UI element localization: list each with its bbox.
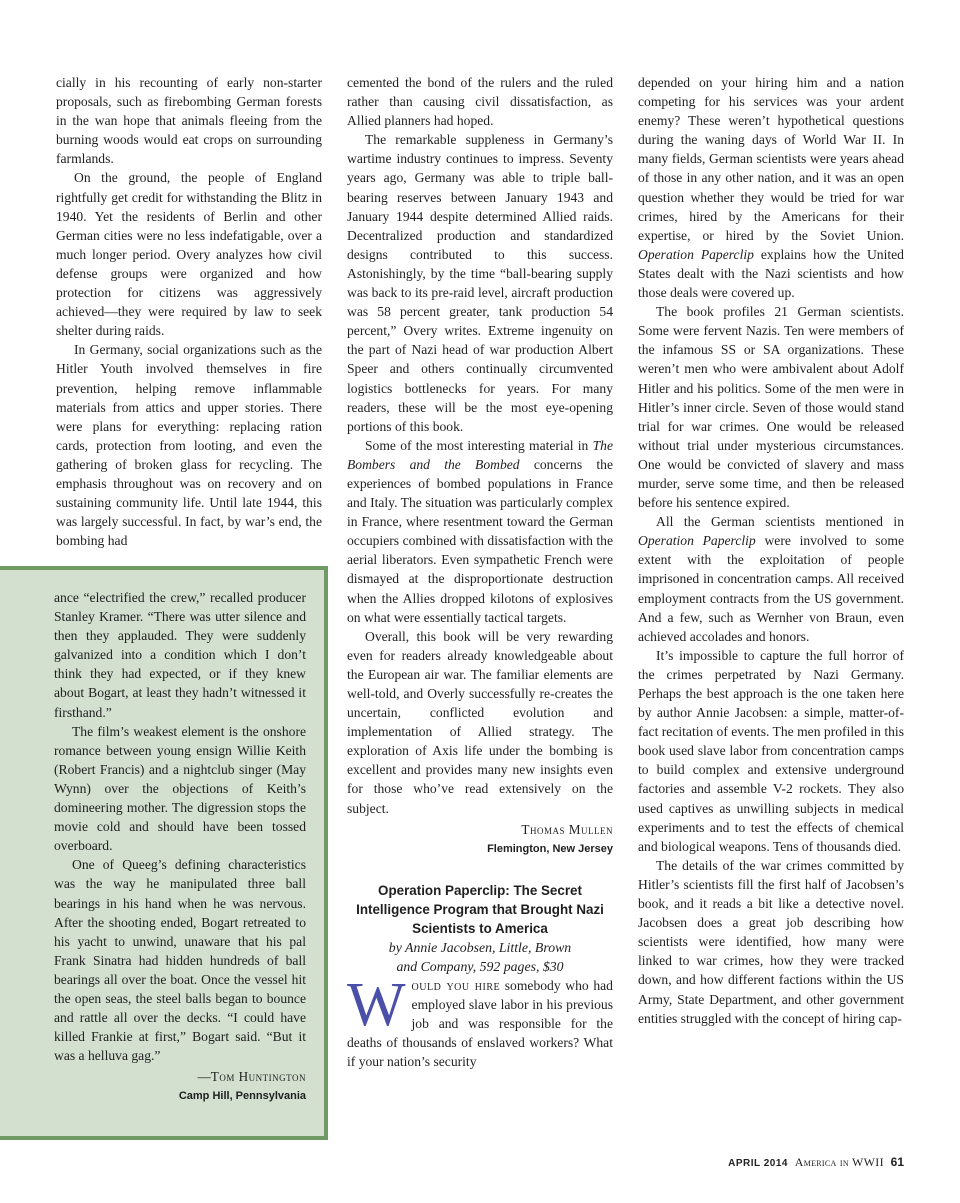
magazine-name: America in WWII xyxy=(794,1155,884,1169)
paragraph: depended on your hiring him and a nation competing for his services was your ardent enemy? These weren’t hypothetical questions during the waning days of World War II. In many fields, German scientists were years ahead of those in any other nation, and it was an open question whether they would be tried for war crimes, hired by the Americans for their expertise, or hired by the Soviet Union. Operation Paperclip explains how the United States dealt with the Nazi scientists and how those deals were covered up. xyxy=(638,75,904,301)
paragraph: One of Queeg’s defining characteristics was the way he manipulated three ball bearings in his hand when he was nervous. After the shooting ended, Bogart retreated to his yacht to unwind, unaware that his pal Frank Sinatra had hidden hundreds of ball bearings all over the boat. Once the vessel hit the open seas, the steel balls began to bounce and rattle all over the decks. “I could have killed Frankie at first,” Bogart said. “But it was a helluva gag.” xyxy=(54,857,306,1064)
reviewer-location: Camp Hill, Pennsylvania xyxy=(178,1090,306,1103)
article-column-1 xyxy=(56,73,322,550)
article-column-2 xyxy=(347,73,613,1071)
paragraph: On the ground, the people of England rightfully get credit for withstanding the Blitz in 1940. Yet the residents of Berlin and other German cities were no less indefatigable, over a much longer period. Overy analyzes how civil defense groups were organized and how protection for citizens was aggressively achieved—they were required by law to seek shelter during raids. xyxy=(56,170,322,339)
paragraph: In Germany, social organizations such as the Hitler Youth involved themselves in fire prevention, helping remove inflammable materials from attics and upper stories. There were plans for everything: replacing ration cards, protection from looting, and even the gathering of broken glass for recycling. The emphasis throughout was on recovery and on sustaining community life. Until late 1944, this was largely successful. In fact, by war’s end, the bombing had xyxy=(56,342,322,549)
paragraph: The details of the war crimes committed by Hitler’s scientists fill the first half of Jacobsen’s book, and it reads a bit like a detective novel. Jacobsen does a great job describing how scientists were identified, how many were linked to war crimes, how they were tracked down, and how different factions within the US Army, State Department, and other government entities struggled with the concept of hiring cap- xyxy=(638,857,904,1026)
issue-date: APRIL 2014 xyxy=(728,1158,788,1169)
drop-cap: W xyxy=(347,970,406,1039)
paragraph: Some of the most interesting material in The Bombers and the Bombed concerns the experiences of bombed populations in France and Italy. The situation was particularly complex in France, where resentment toward the German occupiers combined with dissatisfaction with the aerial liberators. Even sympathetic French were dismayed at the disproportionate destruction when the Allies dropped kilotons of explosives on what were essentially tactical targets. xyxy=(347,437,613,625)
page-number: 61 xyxy=(890,1155,904,1169)
book-review-title: Operation Paperclip: The Secret Intelligence Program that Brought Nazi Scientists to America xyxy=(356,882,604,936)
book-info: by Annie Jacobsen, Little, Brown and Company, 592 pages, $30 xyxy=(388,939,572,974)
paragraph: The remarkable suppleness in Germany’s wartime industry continues to impress. Seventy years ago, Germany was able to triple ball-bearing reserves between January 1943 and January 1944 despite determined Allied raids. Decentralized production and standardized designs contributed to this success. Astonishingly, by the time “ball-bearing supply was back to its pre-raid level, aircraft production was 58 percent greater, tank production 54 percent,” Overy writes. Extreme ingenuity on the part of Nazi head of war production Albert Speer and others continually circumvented logistics bottlenecks for years. For many readers, these will be the most eye-opening portions of this book. xyxy=(347,132,613,434)
book-title-ref: Operation Paperclip xyxy=(638,246,754,262)
reviewer-byline: —Tom Huntington xyxy=(197,1069,306,1085)
paragraph: cially in his recounting of early non-starter proposals, such as firebombing German forests in the wan hope that animals fleeing from the burning woods would eat crops on surrounding farmlands. xyxy=(56,75,322,167)
book-title-ref: Operation Paperclip xyxy=(638,533,756,549)
reviewer-location: Flemington, New Jersey xyxy=(487,842,613,855)
reviewer-byline xyxy=(347,820,613,839)
reviewer-name: Tom Huntington xyxy=(210,1069,306,1085)
paragraph: The film’s weakest element is the onshore romance between young ensign Willie Keith (Robert Francis) and a nightclub singer (May Wynn) over the objections of Keith’s domineering mother. The digression stops the movie cold and should have been tossed overboard. xyxy=(54,723,306,854)
paragraph: The book profiles 21 German scientists. Some were fervent Nazis. Ten were members of the infamous SS or SA organizations. These weren’t men who were ambivalent about Adolf Hitler and his politics. Some of the men were in Hitler’s inner circle. Seven of those would stand trial for war crimes. One would be released without trial under mysterious circumstances. One would be convicted of slavery and mass murder, serve some time, and then be released before his sentence expired. xyxy=(638,304,904,511)
article-column-3 xyxy=(638,73,904,1028)
book-title-ref: The Bombers and the Bombed xyxy=(347,437,613,472)
sidebar-review xyxy=(54,588,306,1107)
page-footer xyxy=(728,1155,904,1170)
reviewer-name: Thomas Mullen xyxy=(521,821,613,837)
paragraph: cemented the bond of the rulers and the ruled rather than causing civil dissatisfaction, as Allied planners had hoped. xyxy=(347,75,613,129)
lead-paragraph: Would you hire somebody who had employed slave labor in his previous job and was responsible for the deaths of thousands of enslaved workers? What if your nation’s security xyxy=(347,970,613,1070)
paragraph: It’s impossible to capture the full horror of the crimes perpetrated by Nazi Germany. Perhaps the best approach is the one taken here by author Annie Jacobsen: a simple, matter-of-fact recitation of events. The men profiled in this book used slave labor from concentration camps to build complex and extensive underground factories and assemble V-2 rockets. They also used captives as unwilling subjects in medical experiments and to test the effects of chemical and biological weapons. Tens of thousands died. xyxy=(638,647,904,854)
paragraph: Overall, this book will be very rewarding even for readers already knowledgeable about the European air war. The familiar elements are well-told, and Overly successfully re-creates the uncertain, conflicted evolution and implementation of Allied strategy. The exploration of Axis life under the bombing is excellent and provides many new insights even for those who’ve read extensively on the subject. xyxy=(347,628,613,816)
paragraph: All the German scientists mentioned in Operation Paperclip were involved to some extent with the exploitation of people imprisoned in concentration camps. All received employment contracts from the US government. And a few, such as Wernher von Braun, even achieved accolades and honors. xyxy=(638,514,904,644)
paragraph: ance “electrified the crew,” recalled producer Stanley Kramer. “There was utter silence and then they applauded. They were suddenly galvanized into a condition which I don’t think they had expected, or if they knew about Bogart, at least they hadn’t witnessed it firsthand.” xyxy=(54,590,306,720)
